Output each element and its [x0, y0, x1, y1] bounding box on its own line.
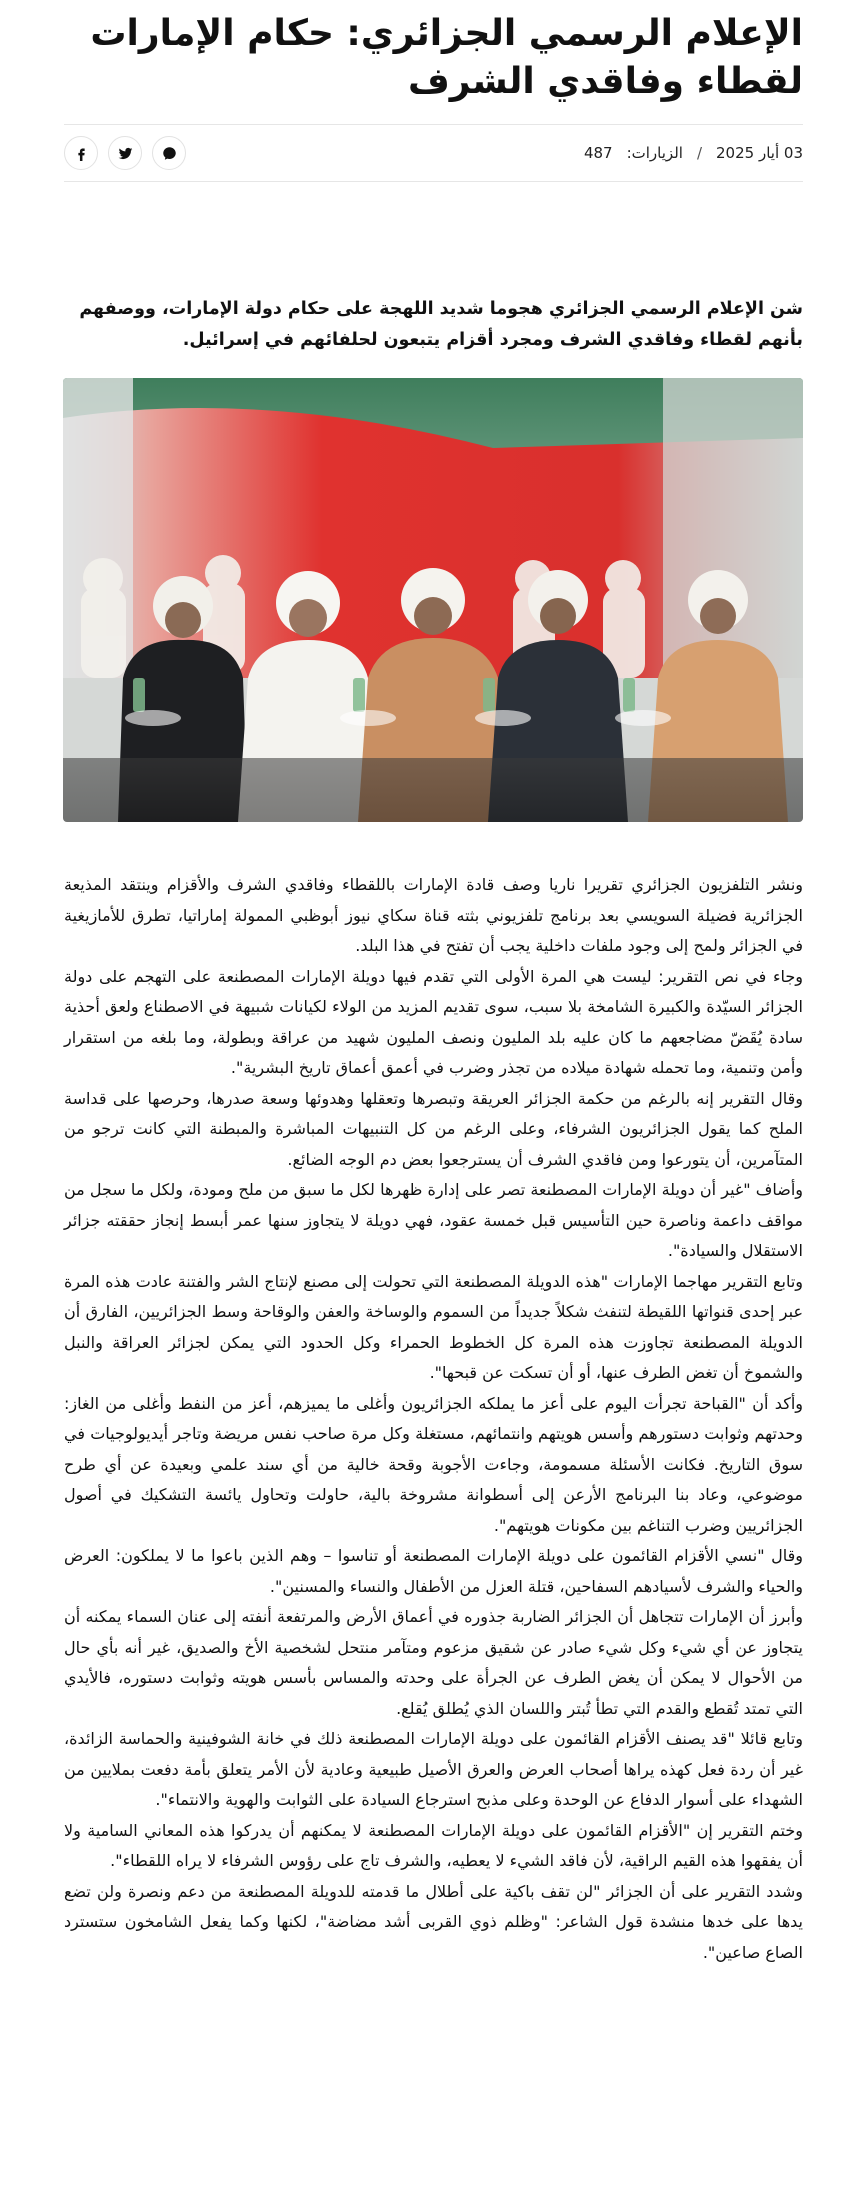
article-hero-image — [63, 378, 803, 822]
article-meta-bar — [64, 124, 803, 182]
share-buttons — [64, 136, 186, 170]
views-count: 487 — [583, 144, 613, 162]
share-twitter-button[interactable] — [108, 136, 142, 170]
meta-separator: / — [696, 144, 703, 162]
article-paragraph: وتابع قائلا "قد يصنف الأقزام القائمون على دويلة الإمارات المصطنعة ذلك في خانة الشوفينية والحماسة الزائدة، غير أن ردة فعل كهذه يراها أصحاب العرض والعرق الأصيل طبيعية وعادية لأن الأمر يتعلق بأمة دفعت بملايين من الشهداء على أسوار الدفاع عن الوحدة وعلى مذبح استرجاع السيادة على الثوابت والهوية والانتماء". — [64, 1729, 803, 1809]
article-paragraph: وشدد التقرير على أن الجزائر "لن تقف باكية على أطلال ما قدمته للدويلة المصطنعة من دعم ونصرة ولن تضع يدها على خدها منشدة قول الشاعر: "وظلم ذوي القربى أشد مضاضة"، لكنها وكما يفعل الشامخون ستسترد الصاع صاعين". — [64, 1881, 803, 1962]
article-date: 03 أيار 2025 — [716, 144, 803, 162]
article-lead: شن الإعلام الرسمي الجزائري هجوما شديد اللهجة على حكام دولة الإمارات، ووصفهم بأنهم لقطاء وفاقدي الشرف ومجرد أقزام يتبعون لحلفائهم في إسرائيل. — [79, 299, 803, 350]
article-paragraph: وجاء في نص التقرير: ليست هي المرة الأولى التي تقدم فيها دويلة الإمارات المصطنعة على التهجم على دولة الجزائر السيّدة والكبيرة الشامخة بلا سبب، سوى تقديم المزيد من الولاء لكيانات شبيهة في الاصطناع ولعق أحذية سادة يُقَضّ مضاجعهم ما كان عليه بلد المليون ونصف المليون شهيد من عراقة وبطولة، وما بلغه من استقرار وأمن وتنمية، وما تحمله شهادة ميلاده من تجذر وضرب في أعمق أعماق تاريخ البشرية". — [64, 966, 803, 1077]
views-label: الزيارات: — [626, 144, 683, 162]
hero-photo-illustration — [63, 378, 803, 822]
article-page — [0, 10, 867, 2209]
article-title: الإعلام الرسمي الجزائري: حكام الإمارات لقطاء وفاقدي الشرف — [90, 13, 803, 102]
article-paragraph: ونشر التلفزيون الجزائري تقريرا ناريا وصف قادة الإمارات باللقطاء وفاقدي الشرف والأقزام وينتقد المذيعة الجزائرية فضيلة السويسي بعد برنامج تلفزيوني بثته قناة سكاي نيوز أبوظبي الممولة إماراتيا، تطرق للأمازيغية في الجزائر ولمح إلى وجود ملفات داخلية يجب أن تفتح في هذا البلد. — [64, 875, 803, 955]
article-paragraph: وتابع التقرير مهاجما الإمارات "هذه الدويلة المصطنعة التي تحولت إلى مصنع لإنتاج الشر والفتنة عادت هذه المرة عبر إحدى قنواتها اللقيطة لتنفث شكلاً جديداً من السموم والوساخة والعفن والوقاحة وسط الجزائريين، الفارق أن الدويلة المصطنعة تجاوزت هذه المرة كل الخطوط الحمراء وكل الحدود التي يمكن لجزائر العراقة والنبل والشموخ أن تغض الطرف عنها، أو أن تسكت عن قبحها". — [64, 1271, 803, 1382]
article-paragraph: وأضاف "غير أن دويلة الإمارات المصطنعة تصر على إدارة ظهرها لكل ما سبق من ملح ومودة، ولكل ما سجل من مواقف داعمة وناصرة حين التأسيس قبل خمسة عقود، فهي دويلة لا يتجاوز سنها عمر أبسط إنجاز حققته جزائر الاستقلال والسيادة". — [64, 1180, 803, 1260]
share-whatsapp-button[interactable] — [152, 136, 186, 170]
article-paragraph: وأكد أن "القباحة تجرأت اليوم على أعز ما يملكه الجزائريون وأغلى ما يميزهم، أعز من النفط وأغلى من الغاز: وحدتهم وثوابت دستورهم وأسس هويتهم وانتمائهم، مستغلة وكل مرة صاحب نفس مريضة وتاجر أيديولوجيات في سوق التاريخ. فكانت الأسئلة مسمومة، وجاءت الأجوبة وقحة خالية من أي سند علمي وبعيدة عن أي طرح موضوعي، وعاد بنا البرنامج الأرعن إلى أسطوانة مشروخة بالية، حاولت وتحاول يائسة التشكيك في أصول الجزائريين وضرب التناغم بين مكونات هويتهم". — [64, 1393, 803, 1535]
article-body — [64, 870, 803, 1968]
article-paragraph: وقال التقرير إنه بالرغم من حكمة الجزائر العريقة وتبصرها وتعقلها وهدوئها وسعة صدرها، وحرصها على قداسة الملح كما يقول الجزائريون الشرفاء، وعلى الرغم من كل التنبيهات المباشرة والمبطنة التي كانت ترجو من المتآمرين، أن يتورعوا ومن فاقدي الشرف أن يسترجعوا بعض دم الوجه الضائع. — [64, 1088, 803, 1169]
twitter-icon — [118, 146, 133, 161]
article-paragraph: وأبرز أن الإمارات تتجاهل أن الجزائر الضاربة جذوره في أعماق الأرض والمرتفعة أنفته إلى عنان السماء يمكنه أن يتجاوز عن أي شيء وكل شيء صادر عن شقيق مزعوم ومتآمر منتحل لشخصية الأخ والصديق، غير أنه بأي حال من الأحوال لا يمكن أن يغض الطرف عن الجرأة على وحدته والمساس بأسس هويته وثوابت دستوره، فالأيدي التي تمتد تُقطع والقدم التي تطأ تُبتر واللسان الذي يُطلق يُقلع. — [64, 1607, 803, 1718]
share-facebook-button[interactable] — [64, 136, 98, 170]
article-meta — [584, 144, 803, 162]
article-paragraph: وختم التقرير إن "الأقزام القائمون على دويلة الإمارات المصطنعة لا يمكنهم أن يدركوا هذه المعاني السامية ولا أن يفقهوا هذه القيم الراقية، لأن فاقد الشيء لا يعطيه، والشرف تاج على رؤوس الشرفاء لا يراه اللقطاء". — [64, 1820, 803, 1870]
whatsapp-icon — [162, 146, 177, 161]
facebook-icon — [74, 146, 89, 161]
article-paragraph: وقال "نسي الأقزام القائمون على دويلة الإمارات المصطنعة أو تناسوا – وهم الذين باعوا ما لا يملكون: العرض والحياء والشرف لأسيادهم السفاحين، قتلة العزل من الأطفال والنساء والمسنين". — [64, 1546, 803, 1596]
